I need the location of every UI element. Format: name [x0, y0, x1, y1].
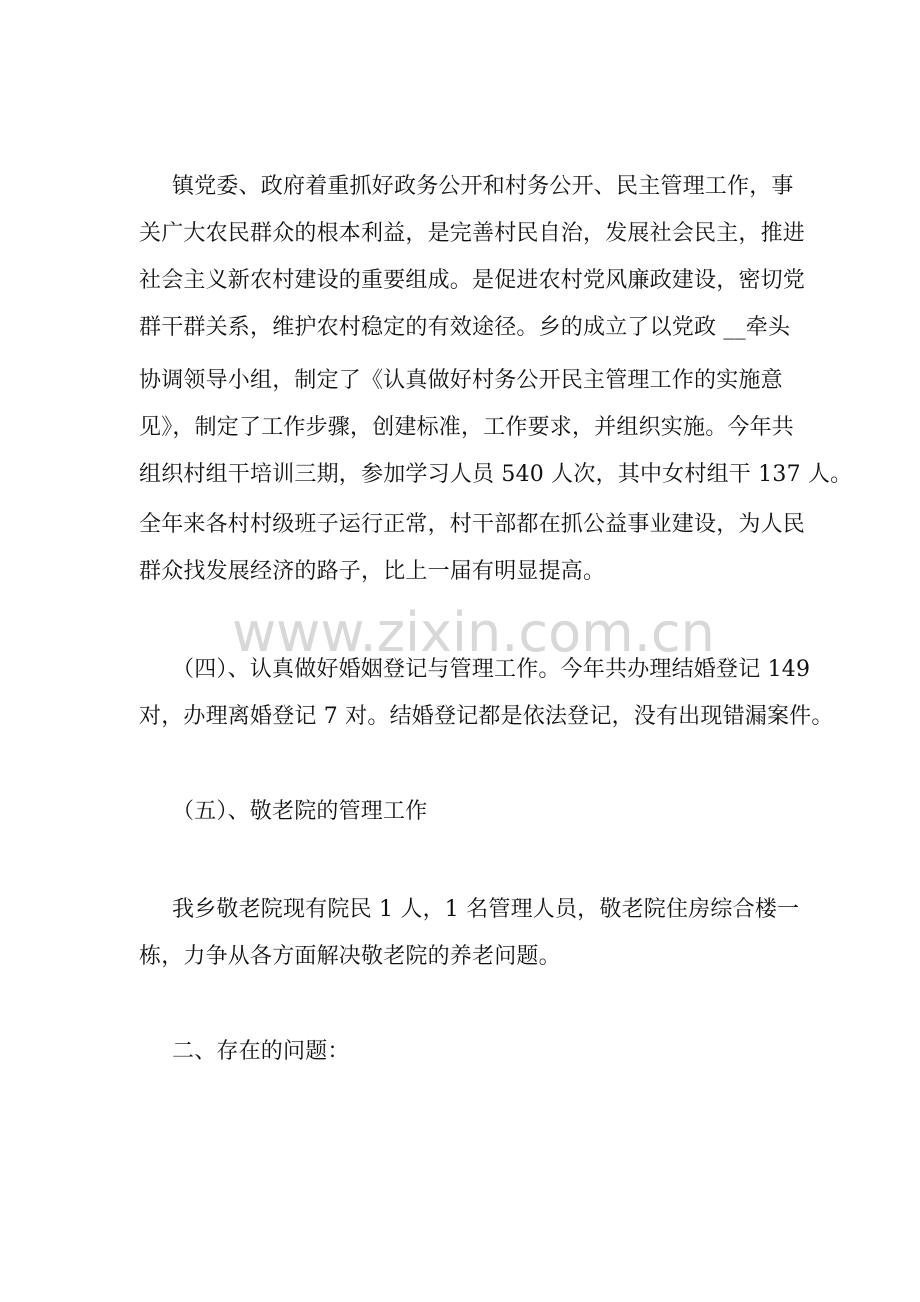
- section-heading-five: （五）、敬老院的管理工作: [172, 799, 428, 824]
- para2-line-1: （四）、认真做好婚姻登记与管理工作。今年共办理结婚登记 149: [172, 657, 811, 682]
- para1-line-6: 见》，制定了工作步骤，创建标准，工作要求，并组织实施。今年共: [139, 415, 795, 440]
- para1-line-5: 协调领导小组，制定了《认真做好村务公开民主管理工作的实施意: [139, 368, 783, 393]
- para3-line-2: 栋，力争从各方面解决敬老院的养老问题。: [139, 944, 561, 969]
- para1-line-3: 社会主义新农村建设的重要组成。是促进农村党风廉政建设，密切党: [139, 268, 806, 293]
- para1-line-9: 群众找发展经济的路子，比上一届有明显提高。: [139, 559, 606, 584]
- para1-line-8: 全年来各村村级班子运行正常，村干部都在抓公益事业建设，为人民: [139, 512, 806, 537]
- para1-line-7: 组织村组干培训三期，参加学习人员 540 人次，其中女村组干 137 人。: [139, 462, 853, 487]
- watermark: www.zixin.com.cn: [232, 601, 715, 664]
- para3-line-1: 我乡敬老院现有院民 1 人，1 名管理人员，敬老院住房综合楼一: [172, 897, 800, 922]
- para1-line-4: 群干群关系，维护农村稳定的有效途径。乡的成立了以党政 __牵头: [139, 315, 791, 340]
- para1-line-1: 镇党委、政府着重抓好政务公开和村务公开、民主管理工作，事: [172, 174, 794, 199]
- para1-line-2: 关广大农民群众的根本利益，是完善村民自治，发展社会民主，推进: [139, 221, 806, 246]
- para2-line-2: 对，办理离婚登记 7 对。结婚登记都是依法登记，没有出现错漏案件。: [139, 704, 834, 729]
- section-heading-two: 二、存在的问题：: [172, 1039, 350, 1064]
